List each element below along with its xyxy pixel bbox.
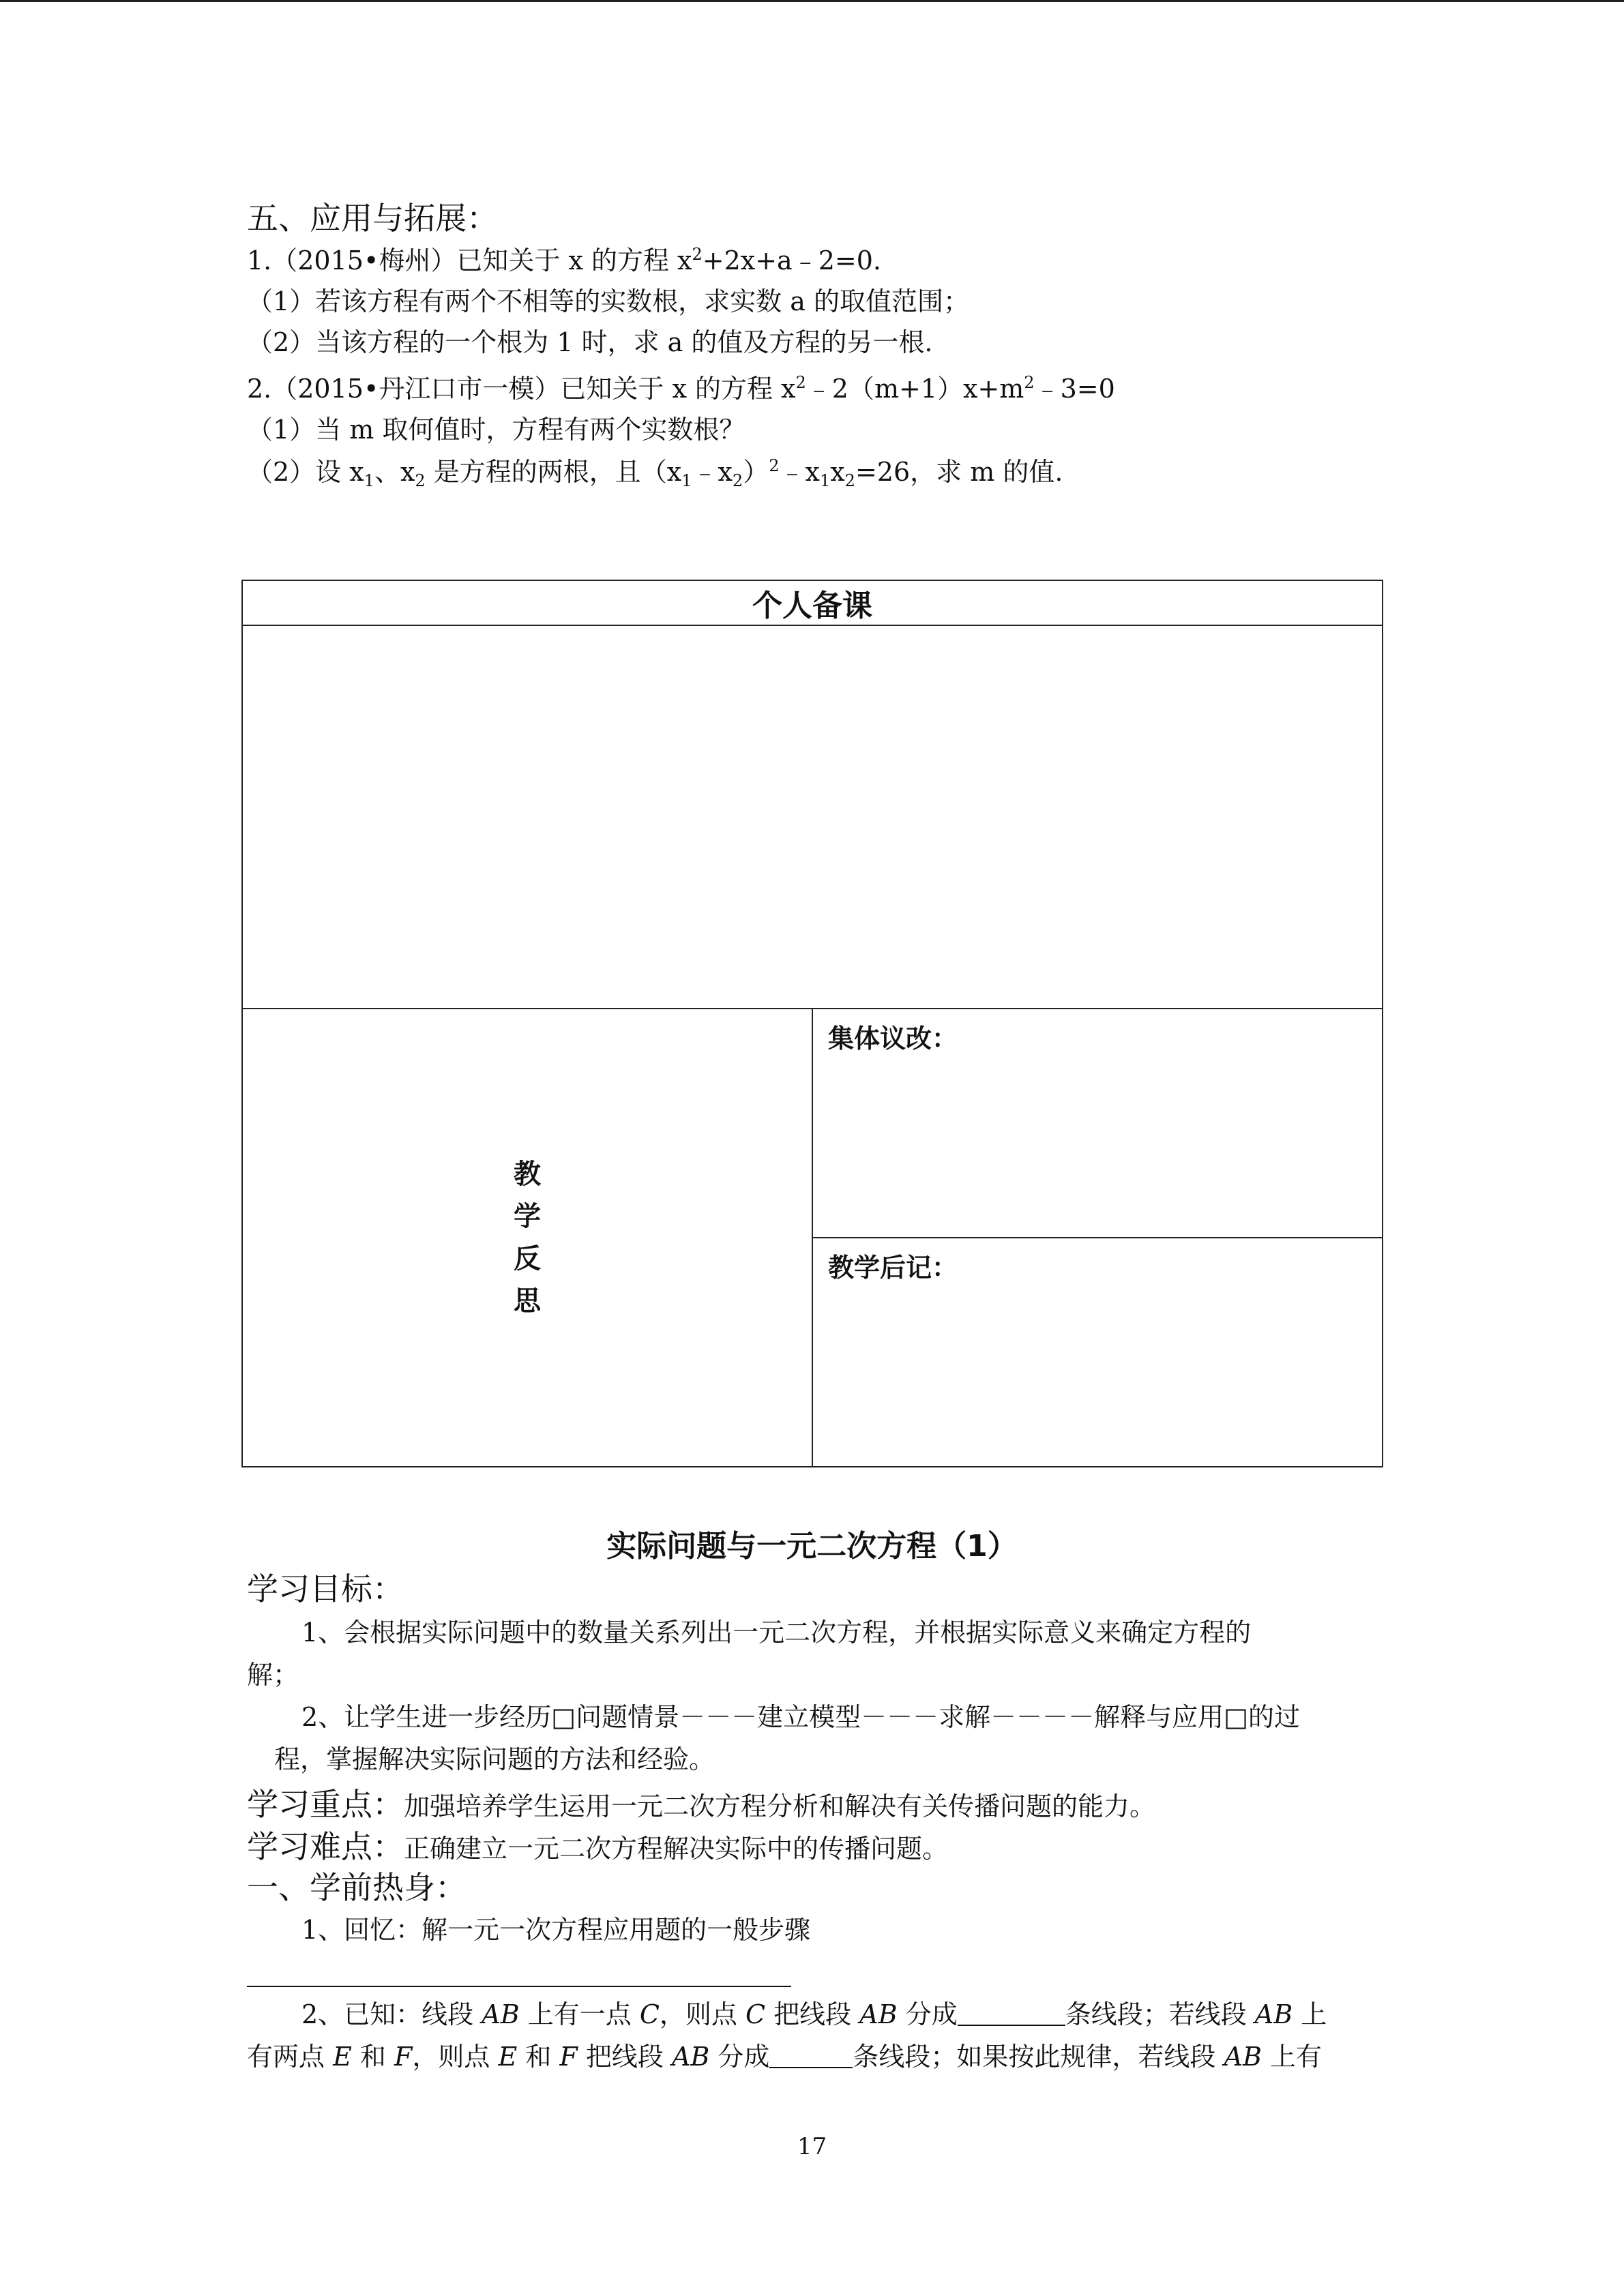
- goal-1-line-a: 1、会根据实际问题中的数量关系列出一元二次方程，并根据实际意义来确定方程的: [301, 1617, 1252, 1648]
- problem-2-intro: 2.（2015•丹江口市一模）已知关于 x 的方程 $x^2﹣2(m+1)x+m^2﹣3=0$: [247, 373, 1115, 404]
- problem-2-q1: （1）当 m 取何值时，方程有两个实数根？: [247, 415, 745, 445]
- fill-blank-1[interactable]: [958, 2000, 1065, 2026]
- answer-line[interactable]: [247, 1986, 791, 1987]
- collective-revision-label: 集体议改：: [828, 1024, 958, 1054]
- problem-1-q2: （2）当该方程的一个根为 1 时，求 a 的值及方程的另一根.: [247, 327, 933, 357]
- teaching-postscript-label: 教学后记：: [828, 1253, 958, 1283]
- side-char: 教: [514, 1159, 541, 1190]
- section-title: 五、应用与拓展：: [247, 200, 498, 237]
- lesson-prep-table: [241, 580, 1383, 1467]
- warmup-item-2-line-a: 2、已知：线段 AB 上有一点 C，则点 C 把线段 AB 分成 条线段；若线段 AB 上: [301, 1999, 1327, 2029]
- goal-1-line-b: 解；: [247, 1660, 299, 1690]
- difficult-point: 学习难点：正确建立一元二次方程解决实际中的传播问题。: [247, 1828, 949, 1865]
- problem-2-q2: （2）设 $x_1$、$x_2$ 是方程的两根，且$(x_1﹣x_2)^2﹣x_1x_2=26$，求 m 的值.: [247, 456, 1063, 490]
- side-char: 学: [514, 1201, 541, 1232]
- problem-1-q1: （1）若该方程有两个不相等的实数根，求实数 a 的取值范围；: [247, 286, 969, 316]
- teaching-reflection-label: [242, 1009, 812, 1467]
- page-number: 17: [797, 2133, 827, 2160]
- fill-blank-2[interactable]: [769, 2042, 853, 2068]
- personal-prep-area[interactable]: [242, 625, 1383, 1009]
- teaching-postscript-cell[interactable]: [812, 1238, 1383, 1467]
- lesson-title: 实际问题与一元二次方程（1）: [606, 1529, 1018, 1564]
- collective-revision-cell[interactable]: [812, 1009, 1383, 1238]
- key-point: 学习重点：加强培养学生运用一元二次方程分析和解决有关传播问题的能力。: [247, 1786, 1156, 1823]
- side-char: 思: [514, 1285, 541, 1317]
- goal-2-line-a: 2、让学生进一步经历□问题情景－－－建立模型－－－求解－－－－解释与应用□的过: [301, 1702, 1300, 1732]
- goal-2-line-b: 程，掌握解决实际问题的方法和经验。: [274, 1744, 715, 1774]
- warmup-title: 一、学前热身：: [247, 1869, 467, 1906]
- goals-label: 学习目标：: [247, 1570, 404, 1607]
- warmup-item-2-line-b: 有两点 E 和 F，则点 E 和 F 把线段 AB 分成 条线段；如果按此规律，若线段 AB 上有: [247, 2042, 1322, 2072]
- problem-1-intro: 1.（2015•梅州）已知关于 x 的方程 $x^2+2x+a﹣2=0$.: [247, 245, 881, 275]
- page-top-border: [0, 0, 1624, 2]
- side-char: 反: [514, 1243, 541, 1274]
- warmup-item-1: 1、回忆：解一元一次方程应用题的一般步骤: [301, 1915, 811, 1945]
- personal-prep-header: 个人备课: [242, 580, 1383, 625]
